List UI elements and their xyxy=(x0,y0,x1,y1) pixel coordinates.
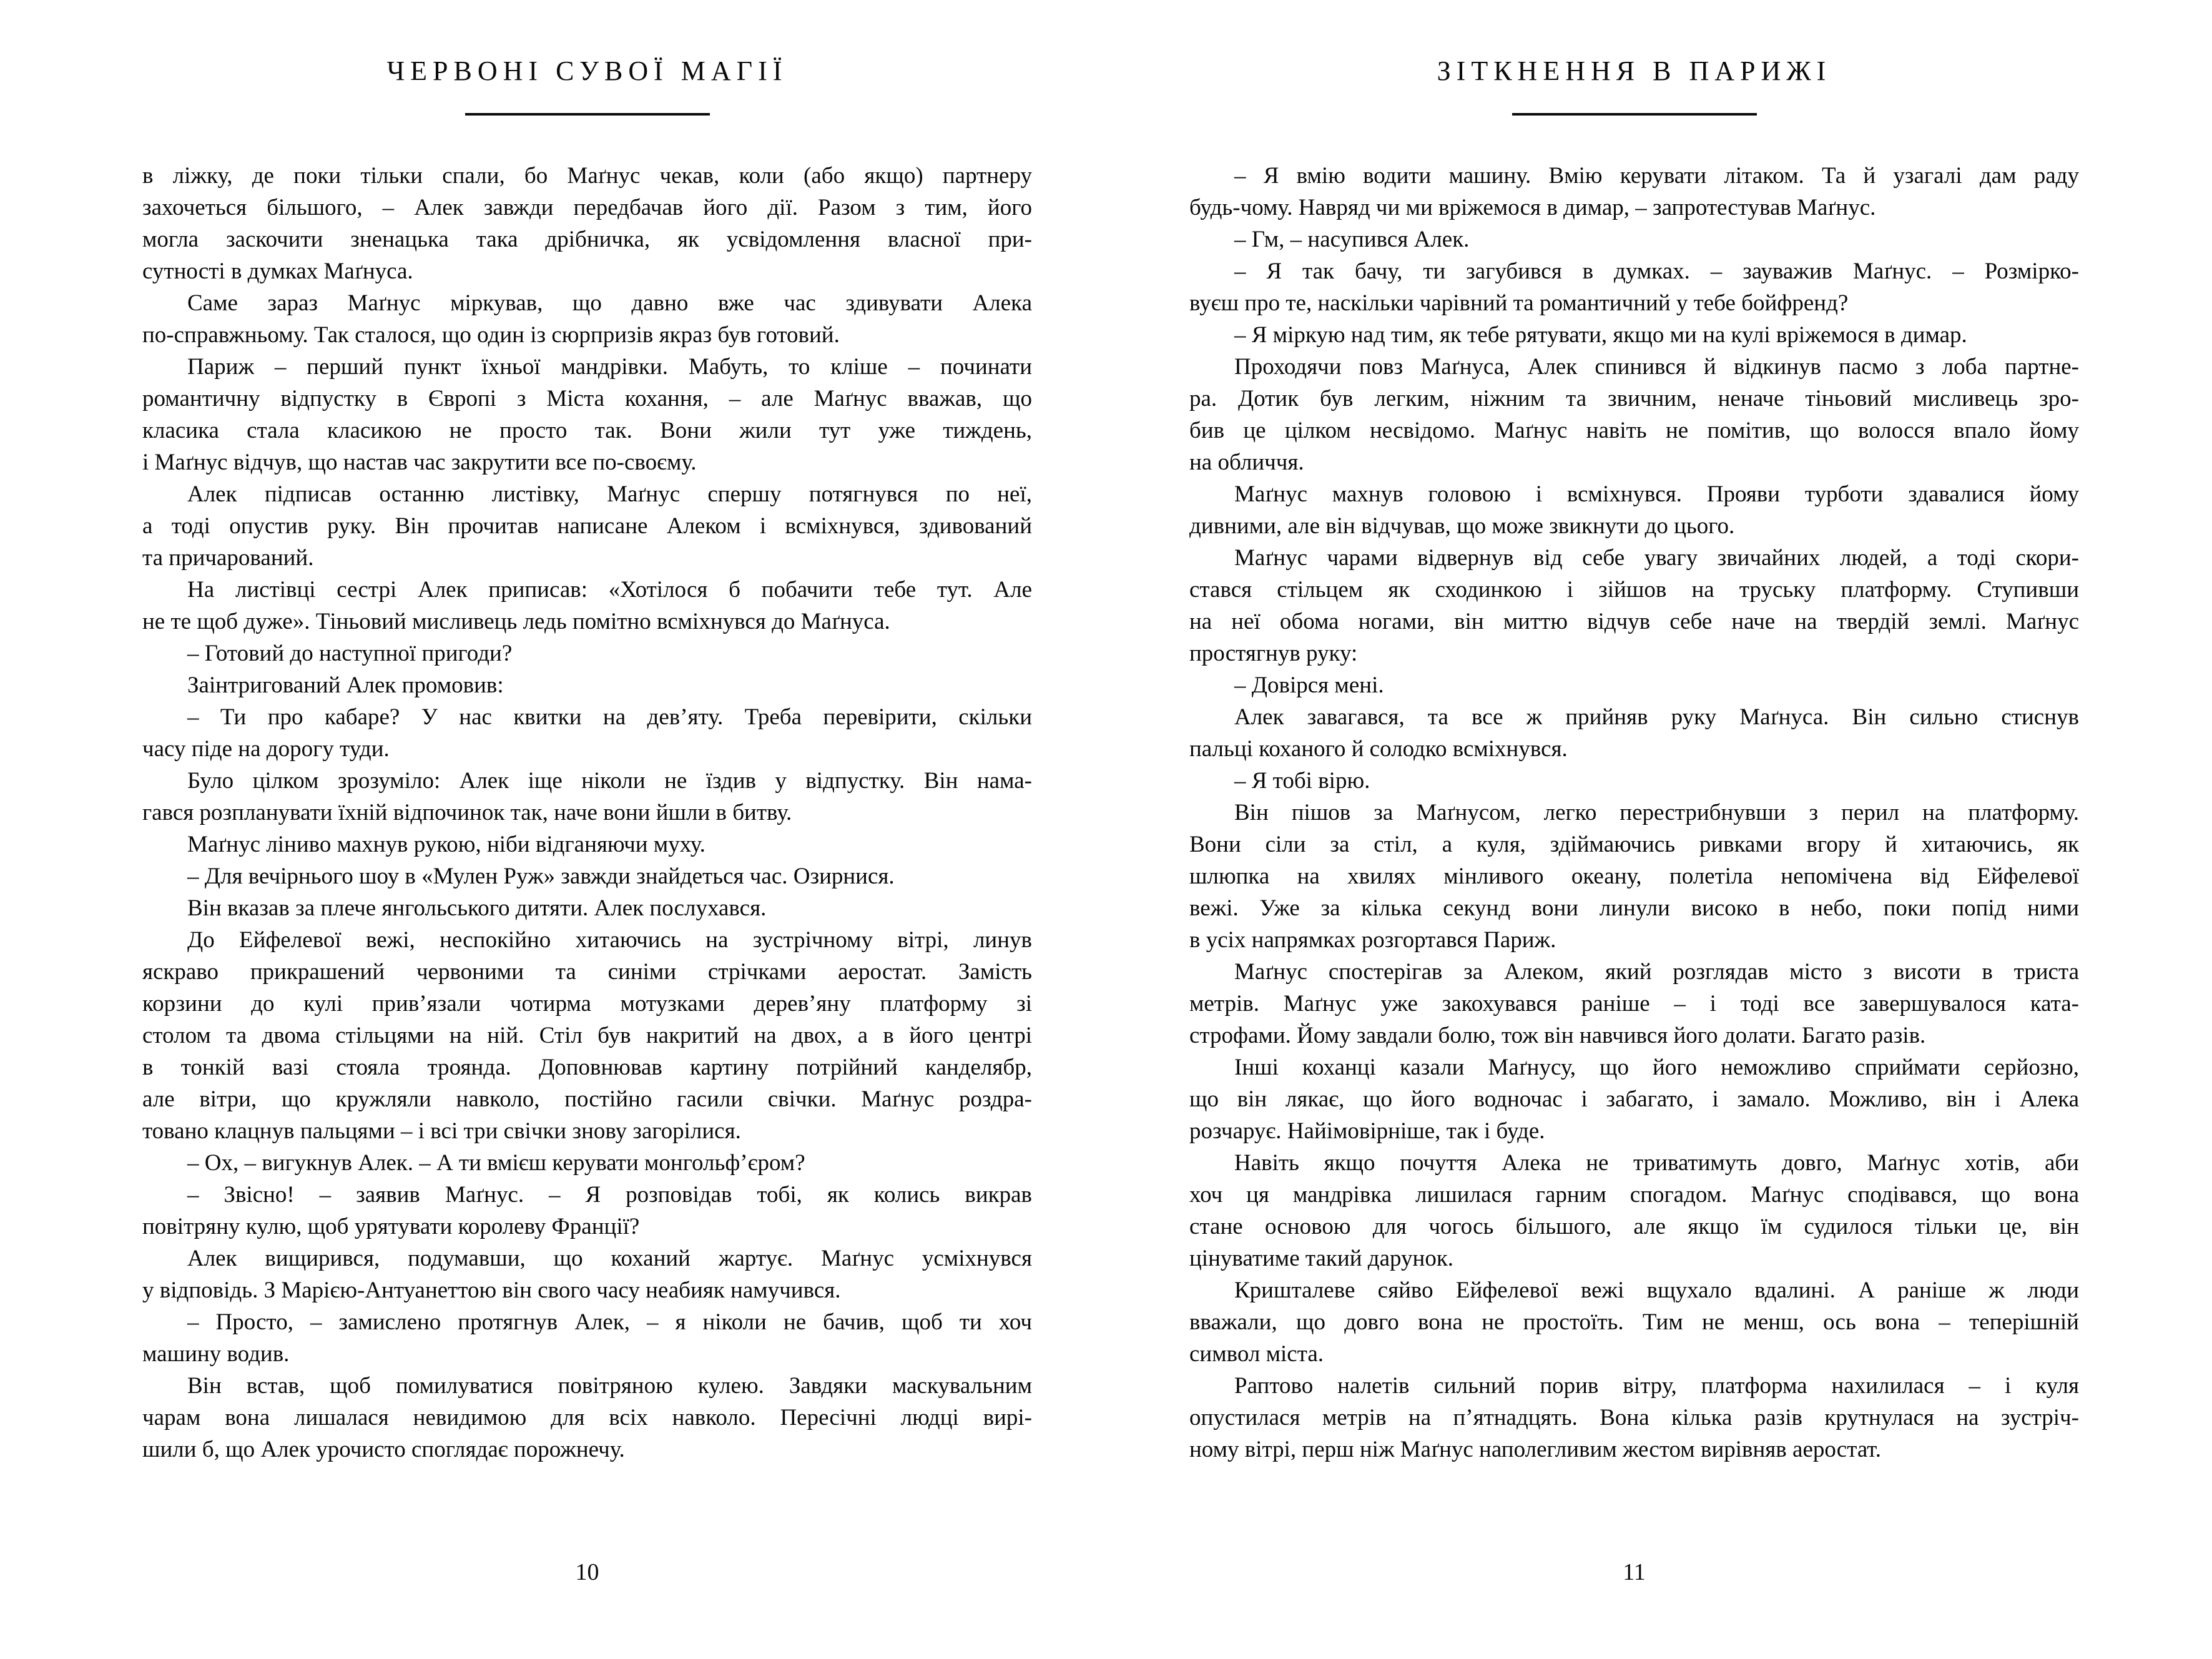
text-line: Проходячи повз Маґнуса, Алек спинився й відкинув пасмо з лоба партне- xyxy=(1234,354,2079,380)
text-line: Інші коханці казали Маґнусу, що його неможливо сприймати серйозно, xyxy=(1234,1055,2079,1080)
text-line: Маґнус махнув головою і всміхнувся. Прояви турботи здавалися йому xyxy=(1234,481,2079,507)
paragraph xyxy=(142,860,1032,892)
text-line: гався розпланувати їхній відпочинок так, наче вони йшли в битву. xyxy=(142,800,792,825)
text-line: Він вказав за плече янгольського дитяти. Алек послухався. xyxy=(187,895,767,921)
paragraph xyxy=(1189,1274,2079,1370)
text-line: часу піде на дорогу туди. xyxy=(142,736,390,762)
text-line: цінуватиме такий дарунок. xyxy=(1189,1246,1454,1271)
text-line: корзини до кулі прив’язали чотирма мотузками дерев’яну платформу зі xyxy=(142,991,1032,1017)
paragraph xyxy=(142,1179,1032,1243)
text-line: на неї обома ногами, він миттю відчув себе наче на твердій землі. Маґнус xyxy=(1189,609,2079,634)
text-line: шлюпка на хвилях мінливого океану, полетіла непомічена від Ейфелевої xyxy=(1189,864,2079,889)
text-line: вуєш про те, наскільки чарівний та романтичний у тебе бойфренд? xyxy=(1189,290,1849,316)
text-line: – Ох, – вигукнув Алек. – А ти вмієш керувати монгольф’єром? xyxy=(187,1150,805,1176)
text-line: бив це цілком несвідомо. Маґнус навіть не помітив, що волосся впало йому xyxy=(1189,418,2079,443)
paragraph xyxy=(142,1243,1032,1306)
header-rule-left xyxy=(465,113,710,116)
text-line: символ міста. xyxy=(1189,1341,1324,1367)
text-line: і Маґнус відчув, що настав час закрутити все по-своєму. xyxy=(142,450,697,475)
paragraph xyxy=(142,765,1032,829)
text-line: – Я вмію водити машину. Вмію керувати літаком. Та й узагалі дам раду xyxy=(1234,163,2079,189)
text-line: ному вітрі, перш ніж Маґнус наполегливим жестом вирівняв аеростат. xyxy=(1189,1437,1881,1462)
text-line: Париж – перший пункт їхньої мандрівки. Мабуть, то кліше – починати xyxy=(187,354,1032,380)
text-line: чарам вона лишалася невидимою для всіх навколо. Пересічні людці вирі- xyxy=(142,1405,1032,1430)
paragraph xyxy=(142,1370,1032,1465)
running-head-right: ЗІТКНЕННЯ В ПАРИЖІ xyxy=(1437,56,1832,86)
text-line: яскраво прикрашений червоними та синіми стрічками аеростат. Замість xyxy=(142,959,1032,985)
paragraph xyxy=(142,829,1032,860)
paragraph xyxy=(142,638,1032,669)
text-line: Заінтригований Алек промовив: xyxy=(187,672,504,698)
text-line: До Ейфелевої вежі, неспокійно хитаючись на зустрічному вітрі, линув xyxy=(187,927,1032,953)
text-line: товано клацнув пальцями – і всі три свічки знову загорілися. xyxy=(142,1118,741,1144)
text-line: Вони сіли за стіл, а куля, здіймаючись ривками вгору й хитаючись, як xyxy=(1189,832,2079,857)
text-line: шили б, що Алек урочисто споглядає порожнечу. xyxy=(142,1437,625,1462)
text-line: романтичну відпустку в Європі з Міста кохання, – але Маґнус вважав, що xyxy=(142,386,1032,411)
text-line: На листівці сестрі Алек приписав: «Хотілося б побачити тебе тут. Але xyxy=(187,577,1032,603)
text-line: Алек завагався, та все ж прийняв руку Маґнуса. Він сильно стиснув xyxy=(1234,704,2079,730)
text-line: пальці коханого й солодко всміхнувся. xyxy=(1189,736,1568,762)
text-line: а тоді опустив руку. Він прочитав написане Алеком і всміхнувся, здивований xyxy=(142,513,1032,539)
paragraph xyxy=(142,892,1032,924)
text-line: на обличчя. xyxy=(1189,450,1304,475)
text-line: – Гм, – насупився Алек. xyxy=(1234,227,1470,252)
text-line: вважали, що довго вона не простоїть. Тим не менш, ось вона – теперішній xyxy=(1189,1309,2079,1335)
text-line: машину водив. xyxy=(142,1341,290,1367)
text-line: Алек підписав останню листівку, Маґнус спершу потягнувся по неї, xyxy=(187,481,1032,507)
text-line: простягнув руку: xyxy=(1189,641,1358,666)
text-line: столом та двома стільцями на ній. Стіл був накритий на двох, а в його центрі xyxy=(142,1023,1032,1048)
paragraph xyxy=(1189,1370,2079,1465)
text-line: стане основою для чогось більшого, але якщо їм судилося тільки це, він xyxy=(1189,1214,2079,1239)
text-line: – Готовий до наступної пригоди? xyxy=(187,641,513,666)
text-line: будь-чому. Навряд чи ми вріжемося в димар, – запротестував Маґнус. xyxy=(1189,195,1876,220)
paragraph xyxy=(1189,160,2079,224)
text-line: розчарує. Найімовірніше, так і буде. xyxy=(1189,1118,1545,1144)
text-line: не те щоб дуже». Тіньовий мисливець ледь помітно всміхнувся до Маґнуса. xyxy=(142,609,890,634)
text-line: вежі. Уже за кілька секунд вони линули високо в небо, поки попід ними xyxy=(1189,895,2079,921)
paragraph xyxy=(1189,542,2079,669)
paragraph xyxy=(142,1306,1032,1370)
text-line: ра. Дотик був легким, ніжним та звичним, неначе тіньовий мисливець зро- xyxy=(1189,386,2079,411)
page-number-left: 10 xyxy=(575,1559,599,1585)
running-head-left: ЧЕРВОНІ СУВОЇ МАГІЇ xyxy=(386,56,788,86)
text-line: хоч ця мандрівка лишилася гарним спогадом. Маґнус сподівався, що вона xyxy=(1189,1182,2079,1208)
text-line: Саме зараз Маґнус міркував, що давно вже час здивувати Алека xyxy=(187,290,1032,316)
text-line: сутності в думках Маґнуса. xyxy=(142,258,413,284)
text-line: та причарований. xyxy=(142,545,314,571)
paragraph xyxy=(1189,224,2079,255)
text-line: Він встав, щоб помилуватися повітряною кулею. Завдяки маскувальним xyxy=(187,1373,1032,1399)
text-line: опустилася метрів на п’ятнадцять. Вона кілька разів крутнулася на зустріч- xyxy=(1189,1405,2079,1430)
text-line: – Для вечірнього шоу в «Мулен Руж» завжди знайдеться час. Озирнися. xyxy=(187,864,895,889)
text-line: – Я міркую над тим, як тебе рятувати, якщо ми на кулі вріжемося в димар. xyxy=(1234,322,1967,348)
text-line: – Я так бачу, ти загубився в думках. – зауважив Маґнус. – Розмірко- xyxy=(1234,258,2079,284)
text-line: в тонкій вазі стояла троянда. Доповнював картину потрійний канделябр, xyxy=(142,1055,1032,1080)
page-left xyxy=(142,0,1032,1659)
text-line: в ліжку, де поки тільки спали, бо Маґнус чекав, коли (або якщо) партнеру xyxy=(142,163,1032,189)
text-line: Кришталеве сяйво Ейфелевої вежі вщухало вдалині. А раніше ж люди xyxy=(1234,1277,2079,1303)
text-line: повітряну кулю, щоб урятувати королеву Франції? xyxy=(142,1214,640,1239)
text-line: у відповідь. З Марією-Антуанеттою він свого часу неабияк намучився. xyxy=(142,1277,841,1303)
text-line: захочеться більшого, – Алек завжди передбачав його дії. Разом з тим, його xyxy=(142,195,1032,220)
paragraph xyxy=(142,351,1032,478)
paragraph xyxy=(1189,797,2079,956)
text-line: Маґнус ліниво махнув рукою, ніби відганяючи муху. xyxy=(187,832,705,857)
text-line: метрів. Маґнус уже закохувався раніше – і тоді все завершувалося ката- xyxy=(1189,991,2079,1017)
text-line: класика стала класикою не просто так. Вони жили тут уже тиждень, xyxy=(142,418,1032,443)
paragraph xyxy=(1189,1051,2079,1147)
paragraph xyxy=(1189,478,2079,542)
text-line: Він пішов за Маґнусом, легко перестрибнувши з перил на платформу. xyxy=(1234,800,2079,825)
header-rule-right xyxy=(1512,113,1757,116)
page-right xyxy=(1189,0,2079,1659)
body-text-left xyxy=(142,160,1032,1465)
text-line: – Просто, – замислено протягнув Алек, – я ніколи не бачив, щоб ти хоч xyxy=(187,1309,1032,1335)
text-line: могла заскочити зненацька така дрібничка, як усвідомлення власної при- xyxy=(142,227,1032,252)
paragraph xyxy=(1189,319,2079,351)
text-line: строфами. Йому завдали болю, тож він навчився його долати. Багато разів. xyxy=(1189,1023,1926,1048)
paragraph xyxy=(1189,255,2079,319)
paragraph xyxy=(142,287,1032,351)
text-line: – Я тобі вірю. xyxy=(1234,768,1370,794)
body-text-right xyxy=(1189,160,2079,1465)
paragraph xyxy=(142,160,1032,287)
text-line: – Ти про кабаре? У нас квитки на дев’яту. Треба перевірити, скільки xyxy=(187,704,1032,730)
paragraph xyxy=(142,574,1032,638)
paragraph xyxy=(142,701,1032,765)
text-line: по-справжньому. Так сталося, що один із сюрпризів якраз був готовий. xyxy=(142,322,840,348)
paragraph xyxy=(1189,765,2079,797)
text-line: але вітри, що кружляли навколо, постійно гасили свічки. Маґнус роздра- xyxy=(142,1086,1032,1112)
text-line: Маґнус спостерігав за Алеком, який розглядав місто з висоти в триста xyxy=(1234,959,2079,985)
text-line: що він лякає, що його водночас і забагато, і замало. Можливо, він і Алека xyxy=(1189,1086,2079,1112)
paragraph xyxy=(1189,956,2079,1051)
paragraph xyxy=(1189,669,2079,701)
text-line: в усіх напрямках розгортався Париж. xyxy=(1189,927,1556,953)
paragraph xyxy=(142,1147,1032,1179)
text-line: – Довірся мені. xyxy=(1234,672,1384,698)
page-number-right: 11 xyxy=(1623,1559,1646,1585)
text-line: стався стільцем як сходинкою і зійшов на труську платформу. Ступивши xyxy=(1189,577,2079,603)
text-line: Було цілком зрозуміло: Алек іще ніколи не їздив у відпустку. Він нама- xyxy=(187,768,1032,794)
text-line: – Звісно! – заявив Маґнус. – Я розповідав тобі, як колись викрав xyxy=(187,1182,1032,1208)
text-line: Раптово налетів сильний порив вітру, платформа нахилилася – і куля xyxy=(1234,1373,2079,1399)
text-line: Маґнус чарами відвернув від себе увагу звичайних людей, а тоді скори- xyxy=(1234,545,2079,571)
text-line: дивними, але він відчував, що може звикнути до цього. xyxy=(1189,513,1735,539)
text-line: Навіть якщо почуття Алека не триватимуть довго, Маґнус хотів, аби xyxy=(1234,1150,2079,1176)
paragraph xyxy=(142,669,1032,701)
text-line: Алек вищирився, подумавши, що коханий жартує. Маґнус усміхнувся xyxy=(187,1246,1032,1271)
paragraph xyxy=(142,478,1032,574)
paragraph xyxy=(1189,1147,2079,1274)
paragraph xyxy=(1189,701,2079,765)
paragraph xyxy=(142,924,1032,1147)
paragraph xyxy=(1189,351,2079,478)
